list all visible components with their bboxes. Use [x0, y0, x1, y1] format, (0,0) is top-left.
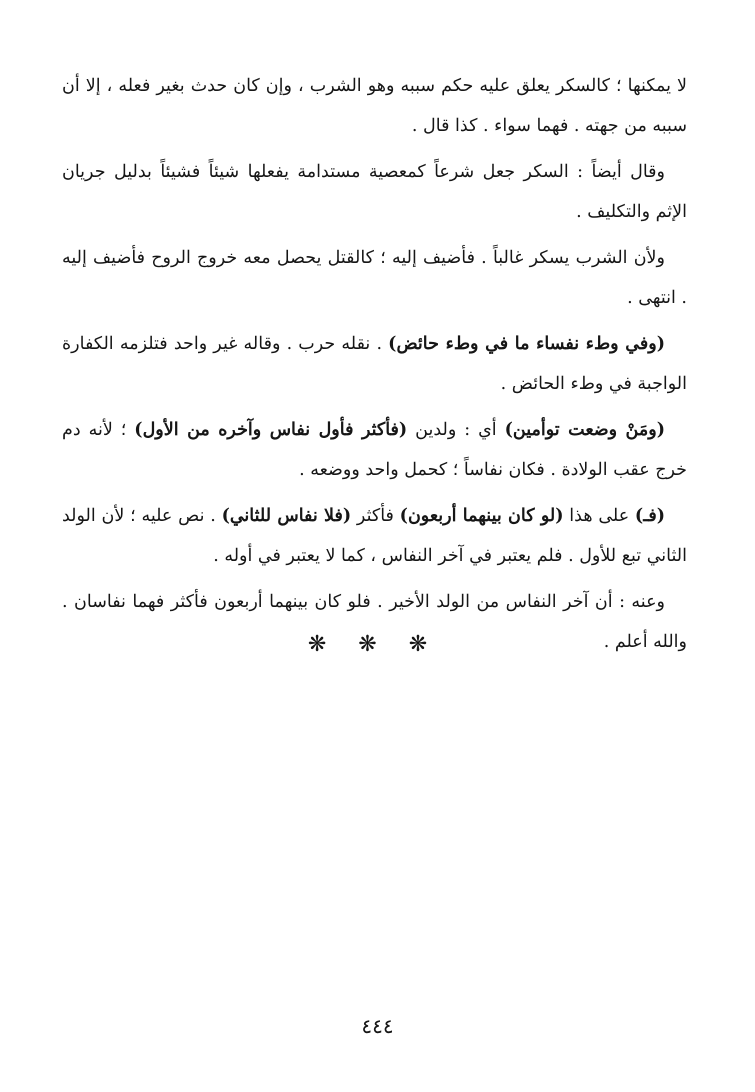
- star-icon: ❋: [358, 632, 397, 657]
- star-icon: ❋: [408, 632, 448, 657]
- paragraph-text: وقال أيضاً : السكر جعل شرعاً كمعصية مستدامة يفعلها شيئاً فشيئاً بدليل جريان الإثم والتكليف .: [62, 162, 687, 222]
- paragraph-text: . نص عليه ؛ لأن الولد الثاني تبع للأول . فلم يعتبر في آخر النفاس ، كما لا يعتبر في أوله .: [62, 506, 687, 566]
- bold-quote: (وفي وطء نفساء ما في وطء حائض): [388, 334, 665, 354]
- paragraph-text: على هذا: [563, 506, 635, 526]
- paragraph-text: لا يمكنها ؛ كالسكر يعلق عليه حكم سببه وهو الشرب ، وإن كان حدث بغير فعله ، إلا أن سببه من جهته . فهما سواء . كذا قال .: [62, 76, 687, 136]
- bold-quote: (ومَنْ وضعت توأمين): [504, 420, 665, 440]
- paragraph-2: [62, 152, 687, 232]
- paragraph-1: [62, 66, 687, 146]
- paragraph-4: [62, 324, 687, 404]
- bold-quote: (فلا نفاس للثاني): [221, 506, 352, 526]
- bold-quote: (فـ): [634, 506, 665, 526]
- paragraph-text: فأكثر: [351, 506, 400, 526]
- paragraph-3: [62, 238, 687, 318]
- bold-quote: (فأكثر فأول نفاس وآخره من الأول): [134, 420, 408, 440]
- star-icon: ❋: [307, 632, 347, 657]
- section-separator: [0, 632, 755, 657]
- paragraph-text: ؛ لأنه دم خرج عقب الولادة . فكان نفاساً ؛ كحمل واحد ووضعه .: [62, 420, 687, 480]
- paragraph-text: وعنه : أن آخر النفاس من الولد الأخير . فلو كان بينهما أربعون فأكثر فهما نفاسان . والله أعلم .: [62, 592, 687, 652]
- paragraph-text: . نقله حرب . وقاله غير واحد فتلزمه الكفارة الواجبة في وطء الحائض .: [62, 334, 687, 394]
- page-number: ٤٤٤: [361, 1014, 394, 1038]
- paragraph-text: أي : ولدين: [407, 420, 505, 440]
- paragraph-text: ولأن الشرب يسكر غالباً . فأضيف إليه ؛ كالقتل يحصل معه خروج الروح فأضيف إليه . انتهى .: [62, 248, 687, 308]
- bold-quote: (لو كان بينهما أربعون): [399, 506, 564, 526]
- paragraph-6: [62, 496, 687, 576]
- page-body: [62, 66, 687, 668]
- paragraph-5: [62, 410, 687, 490]
